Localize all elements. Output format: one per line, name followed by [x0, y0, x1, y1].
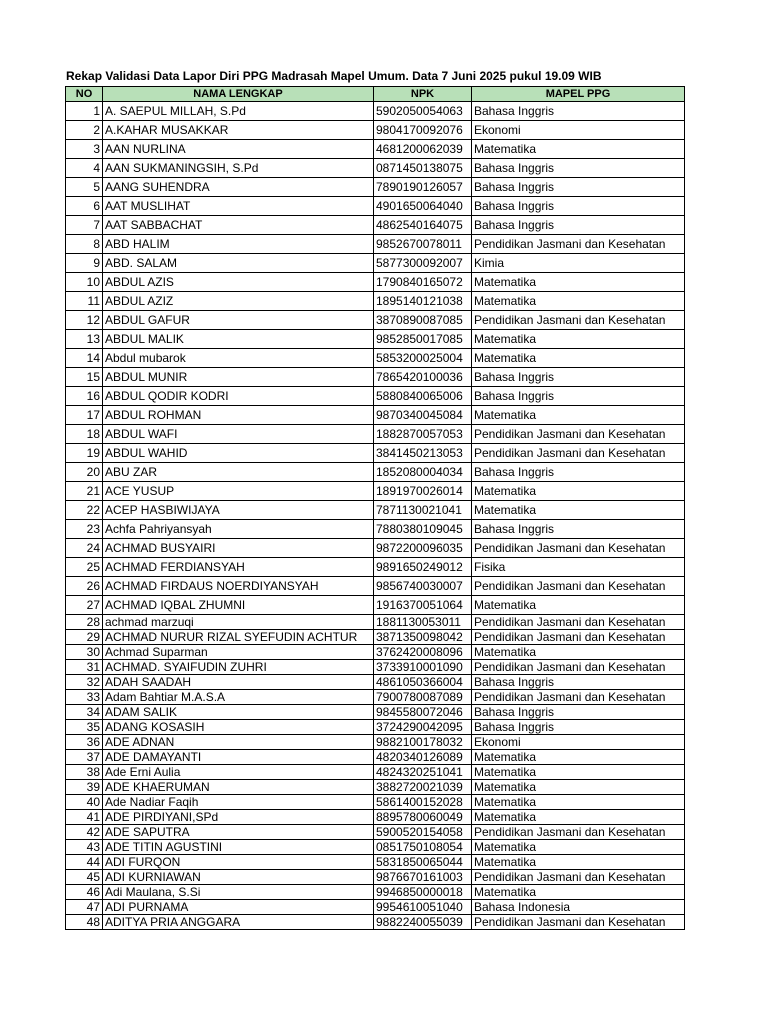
table-row — [66, 387, 685, 406]
table-row — [66, 870, 685, 885]
row-nama-cell: Achmad Suparman — [103, 645, 374, 660]
row-no-cell: 14 — [66, 349, 103, 368]
row-mapel-cell: Bahasa Indonesia — [472, 900, 685, 915]
column-header-npk: NPK — [374, 87, 472, 102]
table-row — [66, 520, 685, 539]
row-mapel-cell: Pendidikan Jasmani dan Kesehatan — [472, 311, 685, 330]
row-no-cell: 29 — [66, 630, 103, 645]
row-mapel-cell: Matematika — [472, 482, 685, 501]
row-no-cell: 39 — [66, 780, 103, 795]
table-row — [66, 311, 685, 330]
row-nama-cell: ADANG KOSASIH — [103, 720, 374, 735]
table-row — [66, 216, 685, 235]
row-no-cell: 45 — [66, 870, 103, 885]
row-no-cell: 2 — [66, 121, 103, 140]
row-nama-cell: ACHMAD FERDIANSYAH — [103, 558, 374, 577]
table-header — [66, 87, 685, 102]
row-nama-cell: Ade Nadiar Faqih — [103, 795, 374, 810]
row-npk-cell: 9856740030007 — [374, 577, 472, 596]
table-row — [66, 140, 685, 159]
row-mapel-cell: Pendidikan Jasmani dan Kesehatan — [472, 615, 685, 630]
table-row — [66, 349, 685, 368]
table-row — [66, 577, 685, 596]
row-mapel-cell: Matematika — [472, 810, 685, 825]
table-row — [66, 885, 685, 900]
row-npk-cell: 1882870057053 — [374, 425, 472, 444]
row-mapel-cell: Pendidikan Jasmani dan Kesehatan — [472, 539, 685, 558]
table-row — [66, 795, 685, 810]
row-npk-cell: 7900780087089 — [374, 690, 472, 705]
row-nama-cell: ADAH SAADAH — [103, 675, 374, 690]
row-mapel-cell: Bahasa Inggris — [472, 520, 685, 539]
row-mapel-cell: Matematika — [472, 406, 685, 425]
row-no-cell: 43 — [66, 840, 103, 855]
row-nama-cell: ABU ZAR — [103, 463, 374, 482]
row-nama-cell: ADI FURQON — [103, 855, 374, 870]
row-nama-cell: ACHMAD NURUR RIZAL SYEFUDIN ACHTUR — [103, 630, 374, 645]
row-nama-cell: ABDUL QODIR KODRI — [103, 387, 374, 406]
row-no-cell: 28 — [66, 615, 103, 630]
row-npk-cell: 7880380109045 — [374, 520, 472, 539]
row-npk-cell: 1916370051064 — [374, 596, 472, 615]
table-row — [66, 810, 685, 825]
table-row — [66, 750, 685, 765]
row-no-cell: 18 — [66, 425, 103, 444]
row-mapel-cell: Pendidikan Jasmani dan Kesehatan — [472, 425, 685, 444]
table-row — [66, 660, 685, 675]
row-no-cell: 27 — [66, 596, 103, 615]
row-nama-cell: AANG SUHENDRA — [103, 178, 374, 197]
row-mapel-cell: Pendidikan Jasmani dan Kesehatan — [472, 577, 685, 596]
row-mapel-cell: Matematika — [472, 885, 685, 900]
row-no-cell: 40 — [66, 795, 103, 810]
row-no-cell: 25 — [66, 558, 103, 577]
row-mapel-cell: Bahasa Inggris — [472, 159, 685, 178]
row-nama-cell: Adi Maulana, S.Si — [103, 885, 374, 900]
row-mapel-cell: Pendidikan Jasmani dan Kesehatan — [472, 660, 685, 675]
row-npk-cell: 5877300092007 — [374, 254, 472, 273]
table-row — [66, 539, 685, 558]
row-npk-cell: 9845580072046 — [374, 705, 472, 720]
row-npk-cell: 1895140121038 — [374, 292, 472, 311]
row-mapel-cell: Pendidikan Jasmani dan Kesehatan — [472, 444, 685, 463]
row-mapel-cell: Bahasa Inggris — [472, 197, 685, 216]
row-nama-cell: A. SAEPUL MILLAH, S.Pd — [103, 102, 374, 121]
row-npk-cell: 9882100178032 — [374, 735, 472, 750]
row-no-cell: 4 — [66, 159, 103, 178]
row-nama-cell: ABD HALIM — [103, 235, 374, 254]
row-npk-cell: 7890190126057 — [374, 178, 472, 197]
row-mapel-cell: Matematika — [472, 765, 685, 780]
row-mapel-cell: Matematika — [472, 330, 685, 349]
table-row — [66, 765, 685, 780]
row-no-cell: 7 — [66, 216, 103, 235]
row-no-cell: 41 — [66, 810, 103, 825]
row-nama-cell: AAN SUKMANINGSIH, S.Pd — [103, 159, 374, 178]
row-npk-cell: 5853200025004 — [374, 349, 472, 368]
row-nama-cell: ADE DAMAYANTI — [103, 750, 374, 765]
table-row — [66, 425, 685, 444]
row-nama-cell: ADAM SALIK — [103, 705, 374, 720]
row-npk-cell: 0851750108054 — [374, 840, 472, 855]
row-npk-cell: 5880840065006 — [374, 387, 472, 406]
row-nama-cell: ACHMAD FIRDAUS NOERDIYANSYAH — [103, 577, 374, 596]
row-no-cell: 8 — [66, 235, 103, 254]
row-mapel-cell: Pendidikan Jasmani dan Kesehatan — [472, 825, 685, 840]
row-no-cell: 20 — [66, 463, 103, 482]
row-nama-cell: ACHMAD IQBAL ZHUMNI — [103, 596, 374, 615]
row-no-cell: 17 — [66, 406, 103, 425]
row-nama-cell: ACEP HASBIWIJAYA — [103, 501, 374, 520]
table-row — [66, 825, 685, 840]
table-row — [66, 482, 685, 501]
table-row — [66, 855, 685, 870]
table-row — [66, 178, 685, 197]
row-nama-cell: ADE SAPUTRA — [103, 825, 374, 840]
row-mapel-cell: Matematika — [472, 349, 685, 368]
row-nama-cell: ABDUL AZIZ — [103, 292, 374, 311]
row-npk-cell: 9870340045084 — [374, 406, 472, 425]
row-nama-cell: Adam Bahtiar M.A.S.A — [103, 690, 374, 705]
row-mapel-cell: Bahasa Inggris — [472, 463, 685, 482]
row-npk-cell: 3762420008096 — [374, 645, 472, 660]
header-row — [66, 87, 685, 102]
row-npk-cell: 7865420100036 — [374, 368, 472, 387]
row-npk-cell: 9852670078011 — [374, 235, 472, 254]
table-row — [66, 121, 685, 140]
row-mapel-cell: Matematika — [472, 750, 685, 765]
row-nama-cell: ABDUL AZIS — [103, 273, 374, 292]
row-npk-cell: 9946850000018 — [374, 885, 472, 900]
row-no-cell: 37 — [66, 750, 103, 765]
row-mapel-cell: Ekonomi — [472, 121, 685, 140]
row-npk-cell: 1852080004034 — [374, 463, 472, 482]
row-mapel-cell: Bahasa Inggris — [472, 178, 685, 197]
row-mapel-cell: Bahasa Inggris — [472, 102, 685, 121]
table-row — [66, 273, 685, 292]
row-mapel-cell: Pendidikan Jasmani dan Kesehatan — [472, 870, 685, 885]
table-row — [66, 645, 685, 660]
row-no-cell: 42 — [66, 825, 103, 840]
row-npk-cell: 4820340126089 — [374, 750, 472, 765]
row-nama-cell: ACHMAD. SYAIFUDIN ZUHRI — [103, 660, 374, 675]
row-nama-cell: ADI PURNAMA — [103, 900, 374, 915]
table-row — [66, 720, 685, 735]
row-no-cell: 24 — [66, 539, 103, 558]
row-mapel-cell: Fisika — [472, 558, 685, 577]
row-mapel-cell: Pendidikan Jasmani dan Kesehatan — [472, 235, 685, 254]
table-row — [66, 705, 685, 720]
row-mapel-cell: Matematika — [472, 292, 685, 311]
table-row — [66, 159, 685, 178]
table-row — [66, 102, 685, 121]
row-nama-cell: A.KAHAR MUSAKKAR — [103, 121, 374, 140]
row-no-cell: 46 — [66, 885, 103, 900]
row-npk-cell: 3882720021039 — [374, 780, 472, 795]
row-nama-cell: ABDUL MUNIR — [103, 368, 374, 387]
table-row — [66, 368, 685, 387]
row-no-cell: 23 — [66, 520, 103, 539]
row-npk-cell: 4681200062039 — [374, 140, 472, 159]
row-no-cell: 6 — [66, 197, 103, 216]
row-mapel-cell: Matematika — [472, 855, 685, 870]
row-nama-cell: ABDUL WAHID — [103, 444, 374, 463]
table-row — [66, 463, 685, 482]
row-npk-cell: 3724290042095 — [374, 720, 472, 735]
row-npk-cell: 9852850017085 — [374, 330, 472, 349]
row-npk-cell: 7871130021041 — [374, 501, 472, 520]
row-no-cell: 13 — [66, 330, 103, 349]
table-row — [66, 254, 685, 273]
document-title: Rekap Validasi Data Lapor Diri PPG Madrasah Mapel Umum. Data 7 Juni 2025 pukul 19.09 WIB — [66, 69, 602, 83]
row-no-cell: 33 — [66, 690, 103, 705]
table-row — [66, 840, 685, 855]
row-npk-cell: 8895780060049 — [374, 810, 472, 825]
row-npk-cell: 1891970026014 — [374, 482, 472, 501]
table-body — [66, 102, 685, 930]
row-nama-cell: ABD. SALAM — [103, 254, 374, 273]
table-row — [66, 444, 685, 463]
row-npk-cell: 3841450213053 — [374, 444, 472, 463]
row-no-cell: 21 — [66, 482, 103, 501]
row-npk-cell: 1881130053011 — [374, 615, 472, 630]
row-mapel-cell: Matematika — [472, 273, 685, 292]
row-mapel-cell: Matematika — [472, 140, 685, 159]
row-no-cell: 34 — [66, 705, 103, 720]
row-mapel-cell: Matematika — [472, 596, 685, 615]
row-nama-cell: ADITYA PRIA ANGGARA — [103, 915, 374, 930]
row-no-cell: 31 — [66, 660, 103, 675]
row-nama-cell: AAT SABBACHAT — [103, 216, 374, 235]
row-mapel-cell: Bahasa Inggris — [472, 216, 685, 235]
table-row — [66, 915, 685, 930]
row-mapel-cell: Ekonomi — [472, 735, 685, 750]
row-npk-cell: 5831850065044 — [374, 855, 472, 870]
table-row — [66, 197, 685, 216]
table-row — [66, 900, 685, 915]
row-nama-cell: Ade Erni Aulia — [103, 765, 374, 780]
table-row — [66, 558, 685, 577]
row-mapel-cell: Bahasa Inggris — [472, 368, 685, 387]
row-nama-cell: ADE KHAERUMAN — [103, 780, 374, 795]
table-row — [66, 330, 685, 349]
row-nama-cell: ABDUL WAFI — [103, 425, 374, 444]
row-nama-cell: achmad marzuqi — [103, 615, 374, 630]
row-no-cell: 26 — [66, 577, 103, 596]
row-npk-cell: 4901650064040 — [374, 197, 472, 216]
row-npk-cell: 9954610051040 — [374, 900, 472, 915]
table-row — [66, 406, 685, 425]
row-no-cell: 15 — [66, 368, 103, 387]
row-nama-cell: AAT MUSLIHAT — [103, 197, 374, 216]
row-mapel-cell: Bahasa Inggris — [472, 387, 685, 406]
row-no-cell: 47 — [66, 900, 103, 915]
row-npk-cell: 4862540164075 — [374, 216, 472, 235]
table-row — [66, 292, 685, 311]
row-npk-cell: 9804170092076 — [374, 121, 472, 140]
row-no-cell: 48 — [66, 915, 103, 930]
row-npk-cell: 4861050366004 — [374, 675, 472, 690]
column-header-mapel-ppg: MAPEL PPG — [472, 87, 685, 102]
row-npk-cell: 4824320251041 — [374, 765, 472, 780]
row-no-cell: 32 — [66, 675, 103, 690]
row-npk-cell: 1790840165072 — [374, 273, 472, 292]
row-mapel-cell: Matematika — [472, 840, 685, 855]
row-nama-cell: ADE PIRDIYANI,SPd — [103, 810, 374, 825]
row-mapel-cell: Pendidikan Jasmani dan Kesehatan — [472, 690, 685, 705]
row-nama-cell: ABDUL GAFUR — [103, 311, 374, 330]
row-no-cell: 9 — [66, 254, 103, 273]
row-mapel-cell: Matematika — [472, 780, 685, 795]
row-nama-cell: ADE TITIN AGUSTINI — [103, 840, 374, 855]
row-npk-cell: 5900520154058 — [374, 825, 472, 840]
rekap-table — [65, 86, 685, 930]
table-row — [66, 690, 685, 705]
row-npk-cell: 9872200096035 — [374, 539, 472, 558]
row-nama-cell: ABDUL MALIK — [103, 330, 374, 349]
row-no-cell: 11 — [66, 292, 103, 311]
row-mapel-cell: Bahasa Inggris — [472, 675, 685, 690]
row-npk-cell: 0871450138075 — [374, 159, 472, 178]
table-row — [66, 615, 685, 630]
table-row — [66, 235, 685, 254]
row-npk-cell: 9876670161003 — [374, 870, 472, 885]
row-mapel-cell: Matematika — [472, 501, 685, 520]
row-npk-cell: 5902050054063 — [374, 102, 472, 121]
row-nama-cell: AAN NURLINA — [103, 140, 374, 159]
table-row — [66, 501, 685, 520]
table-row — [66, 735, 685, 750]
row-mapel-cell: Bahasa Inggris — [472, 705, 685, 720]
row-npk-cell: 5861400152028 — [374, 795, 472, 810]
column-header-nama-lengkap: NAMA LENGKAP — [103, 87, 374, 102]
row-nama-cell: ACHMAD BUSYAIRI — [103, 539, 374, 558]
row-no-cell: 19 — [66, 444, 103, 463]
row-mapel-cell: Pendidikan Jasmani dan Kesehatan — [472, 630, 685, 645]
row-no-cell: 38 — [66, 765, 103, 780]
row-no-cell: 22 — [66, 501, 103, 520]
row-no-cell: 16 — [66, 387, 103, 406]
row-nama-cell: Abdul mubarok — [103, 349, 374, 368]
row-no-cell: 12 — [66, 311, 103, 330]
row-npk-cell: 9891650249012 — [374, 558, 472, 577]
table-row — [66, 675, 685, 690]
row-mapel-cell: Bahasa Inggris — [472, 720, 685, 735]
row-no-cell: 36 — [66, 735, 103, 750]
row-no-cell: 5 — [66, 178, 103, 197]
row-npk-cell: 3871350098042 — [374, 630, 472, 645]
table-row — [66, 630, 685, 645]
row-mapel-cell: Matematika — [472, 795, 685, 810]
row-nama-cell: ADE ADNAN — [103, 735, 374, 750]
row-mapel-cell: Pendidikan Jasmani dan Kesehatan — [472, 915, 685, 930]
row-npk-cell: 3870890087085 — [374, 311, 472, 330]
row-nama-cell: ACE YUSUP — [103, 482, 374, 501]
row-no-cell: 3 — [66, 140, 103, 159]
row-mapel-cell: Matematika — [472, 645, 685, 660]
row-npk-cell: 3733910001090 — [374, 660, 472, 675]
row-npk-cell: 9882240055039 — [374, 915, 472, 930]
row-no-cell: 1 — [66, 102, 103, 121]
table-row — [66, 780, 685, 795]
row-no-cell: 30 — [66, 645, 103, 660]
row-no-cell: 35 — [66, 720, 103, 735]
row-no-cell: 10 — [66, 273, 103, 292]
row-nama-cell: ADI KURNIAWAN — [103, 870, 374, 885]
row-nama-cell: ABDUL ROHMAN — [103, 406, 374, 425]
row-nama-cell: Achfa Pahriyansyah — [103, 520, 374, 539]
column-header-no: NO — [66, 87, 103, 102]
row-no-cell: 44 — [66, 855, 103, 870]
table-row — [66, 596, 685, 615]
row-mapel-cell: Kimia — [472, 254, 685, 273]
